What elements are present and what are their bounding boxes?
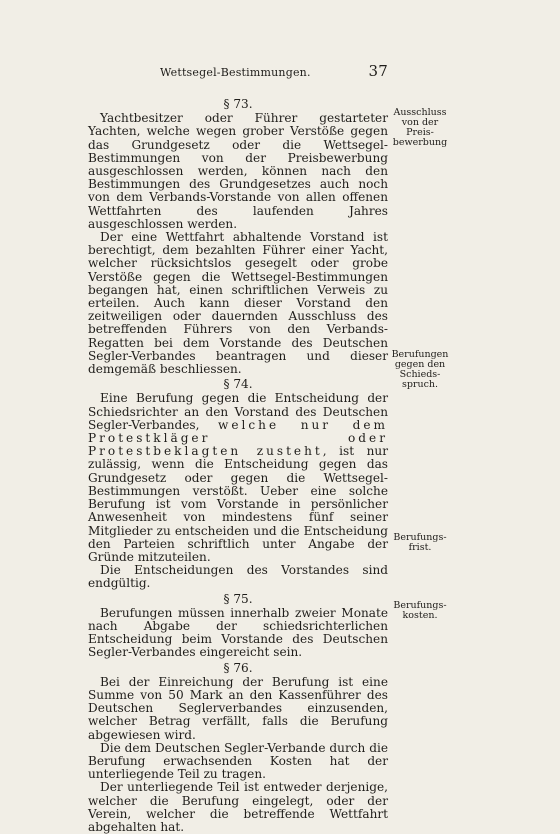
marginal-line: frist. xyxy=(408,542,432,553)
marginal-line: kosten. xyxy=(402,610,438,621)
paragraph-74-1 xyxy=(88,392,388,564)
marginal-line: von der xyxy=(401,117,439,128)
marginal-line: Berufungs- xyxy=(393,532,447,543)
section-heading-76: § 76. xyxy=(223,660,253,675)
marginal-line: Berufungen xyxy=(391,349,449,360)
section-heading-75: § 75. xyxy=(223,591,253,606)
marginal-line: Schieds- xyxy=(399,369,441,380)
paragraph-74-1-part-c: , ist nur zulässig, wenn die Entscheidung gegen das Grundgesetz oder gegen die Wettsegel-Bestimmungen verstößt. Ueber eine solche Berufung ist vom Vorstande in persönlicher Anwesenheit von mindestens fünf seiner Mitglieder zu entscheiden und die Entscheidung den Parteien schriftlich unter Angabe der Gründe mitzuteilen. xyxy=(88,444,388,564)
marginal-note-73 xyxy=(388,108,452,148)
paragraph-76-3: Der unterliegende Teil ist entweder derjenige, welcher die Berufung eingelegt, oder der Verein, welcher die betreffende Wettfahrt abgehalten hat. xyxy=(88,780,388,834)
page-number: 37 xyxy=(368,62,388,80)
running-title: Wettsegel-Bestimmungen. xyxy=(160,66,311,79)
marginal-line: Preis- xyxy=(406,127,434,138)
paragraph-74-1-spaced: welche nur dem Protestkläger oder Protestbeklagten zusteht xyxy=(88,417,388,459)
paragraph-75-1: Berufungen müssen innerhalb zweier Monate nach Abgabe der schiedsrichterlichen Entscheidung beim Vorstande des Deutschen Segler-Verbandes eingereicht sein. xyxy=(88,605,388,660)
paragraph-73-1: Yachtbesitzer oder Führer gestarteter Yachten, welche wegen grober Verstöße gegen das Grundgesetz oder die Wettsegel-Bestimmungen von der Preisbewerbung ausgeschlossen werden, können nach den Bestimmungen des Grundgesetzes auch noch von dem Verbands-Vorstande von allen offenen Wettfahrten des laufenden Jahres ausgeschlossen werden. xyxy=(88,111,388,231)
paragraph-76-2: Die dem Deutschen Segler-Verbande durch die Berufung erwachsenden Kosten hat der unterliegende Teil zu tragen. xyxy=(88,740,388,782)
section-heading-73: § 73. xyxy=(223,97,253,111)
section-heading-74: § 74. xyxy=(223,377,253,392)
marginal-line: gegen den xyxy=(394,359,446,370)
main-text-column xyxy=(88,96,388,834)
marginal-line: Berufungs- xyxy=(393,600,447,611)
marginal-line: spruch. xyxy=(401,379,439,390)
paragraph-73-2: Der eine Wettfahrt abhaltende Vorstand ist berechtigt, dem bezahlten Führer einer Yacht, welcher rücksichtslos gesegelt oder grobe Verstöße gegen die Wettsegel-Bestimmungen begangen hat, einen schriftlichen Verweis zu erteilen. Auch kann dieser Vorstand den zeitweiligen oder dauernden Ausschluss des betreffenden Führers von den Verbands-Regatten bei dem Vorstande des Deutschen Segler-Verbandes beantragen und dieser demgemäß beschliessen. xyxy=(88,230,388,377)
marginal-note-74 xyxy=(388,350,452,390)
marginal-line: Ausschluss xyxy=(393,107,447,118)
paragraph-74-2: Die Entscheidungen des Vorstandes sind endgültig. xyxy=(88,563,388,591)
paragraph-76-1: Bei der Einreichung der Berufung ist eine Summe von 50 Mark an den Kassenführer des Deutschen Seglerverbandes einzusenden, welcher Betrag verfällt, falls die Berufung abgewiesen wird. xyxy=(88,674,388,742)
marginal-note-75 xyxy=(388,533,452,553)
marginal-line: bewerbung xyxy=(392,137,448,148)
marginal-note-76 xyxy=(388,601,452,621)
paragraph-74-1-part-a: Eine Berufung gegen die Entscheidung der Schiedsrichter an den Vorstand des Deutschen Segler-Verbandes, xyxy=(88,391,388,432)
